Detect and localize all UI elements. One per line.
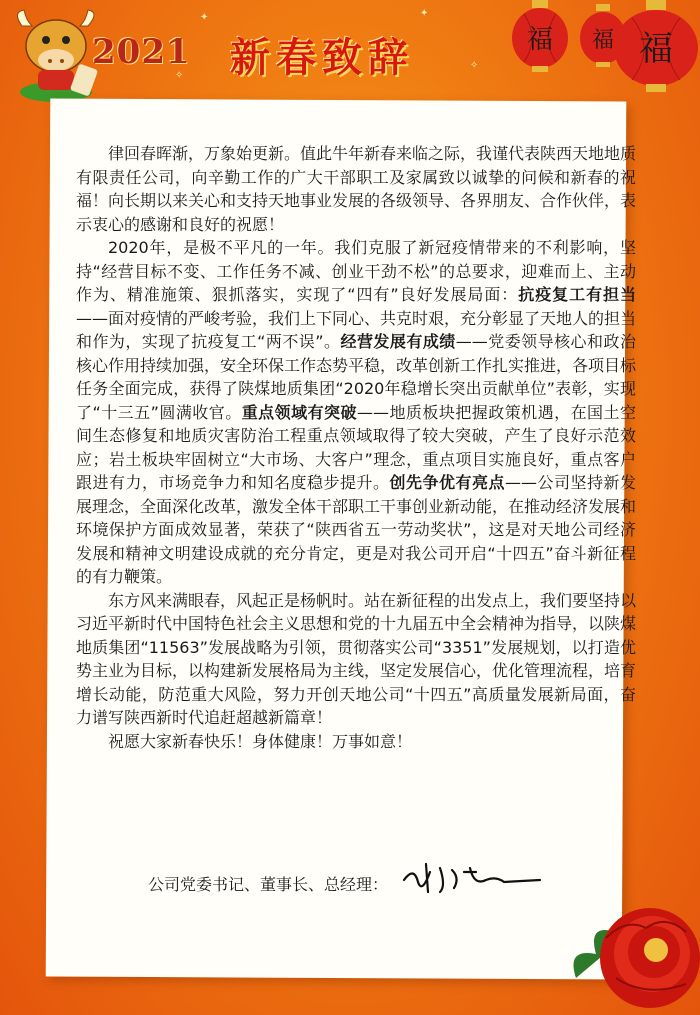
signoff-title: 公司党委书记、董事长、总经理： — [148, 875, 389, 894]
peony-flower-icon — [566, 858, 700, 1015]
year-text: 2021 — [92, 32, 191, 72]
lantern-char-1: 福 — [526, 25, 554, 55]
highlight-heading: 创先争优有亮点 — [389, 473, 505, 492]
lantern-char-3: 福 — [639, 29, 673, 69]
lantern-icon — [510, 0, 570, 80]
lantern-char-2: 福 — [591, 28, 615, 53]
paragraph-outlook: 东方风来满眼春，风起正是杨帆时。站在新征程的出发点上，我们要坚持以习近平新时代中国特色社会主义思想和党的十九届五中全会精神为指导，以陕煤地质集团“11563”发展战略为引领，贯彻落实公司“3351”发展规划，以打造优势主业为目标，以构建新发展格局为主线，坚定发展信心，优化管理流程，培育增长动能，防范重大风险，努力开创天地公司“十四五”高质量发展新局面，奋力谱写陕西新时代追赶超越新篇章！ — [76, 590, 637, 727]
highlight-heading: 重点领域有突破 — [241, 402, 357, 422]
letter-body — [76, 142, 636, 753]
highlight-heading: 经营发展有成绩 — [340, 332, 456, 351]
paragraph-greeting: 律回春晖渐，万象始更新。值此牛年新春来临之际，我谨代表陕西天地地质有限责任公司，向辛勤工作的广大干部职工及家属致以诚挚的问候和新春的祝福！向长期以来关心和支持天地事业发展的各级领导、各界朋友、合作伙伴，表示衷心的感谢和良好的祝愿！ — [76, 144, 637, 234]
sparkle-icon: ✧ — [470, 60, 479, 71]
header-banner — [0, 0, 700, 110]
handwritten-signature — [400, 858, 550, 898]
paragraph-wishes: 祝愿大家新春快乐！身体健康！万事如意！ — [108, 731, 413, 751]
ox-mascot-icon — [8, 6, 103, 106]
sparkle-icon: ✧ — [175, 70, 184, 81]
sparkle-icon: ✦ — [420, 8, 429, 19]
lantern-icon — [612, 0, 700, 100]
page-title: 新春致辞 — [230, 34, 414, 81]
paragraph-review: 2020年，是极不平凡的一年。我们克服了新冠疫情带来的不利影响，坚持“经营目标不变、工作任务不减、创业干劲不松”的总要求，迎难而上、主动作为、精准施策、狠抓落实，实现了“四有”良好发展局面：抗疫复工有担当——面对疫情的严峻考验，我们上下同心、共克时艰，充分彰显了天地人的担当和作为，实现了抗疫复工“两不误”。经营发展有成绩——党委领导核心和政治核心作用持续加强，安全环保工作态势平稳，改革创新工作扎实推进，各项目标任务全面完成，获得了陕煤地质集团“2020年稳增长突出贡献单位”表彰，实现了“十三五”圆满收官。重点领域有突破——地质板块把握政策机遇，在国土空间生态修复和地质灾害防治工程重点领域取得了较大突破，产生了良好示范效应；岩土板块牢固树立“大市场、大客户”理念，重点项目实施良好，重点客户跟进有力，市场竞争力和知名度稳步提升。创先争优有亮点——公司坚持新发展理念，全面深化改革，激发全体干部职工干事创业新动能，在推动经济发展和环境保护方面成效显著，荣获了“陕西省五一劳动奖状”，这是对天地公司经济发展和精神文明建设成就的充分肯定，更是对我公司开启“十四五”奋斗新征程的有力鞭策。 — [76, 238, 637, 586]
sparkle-icon: ✦ — [200, 12, 209, 23]
highlight-heading: 抗疫复工有担当 — [518, 285, 636, 304]
